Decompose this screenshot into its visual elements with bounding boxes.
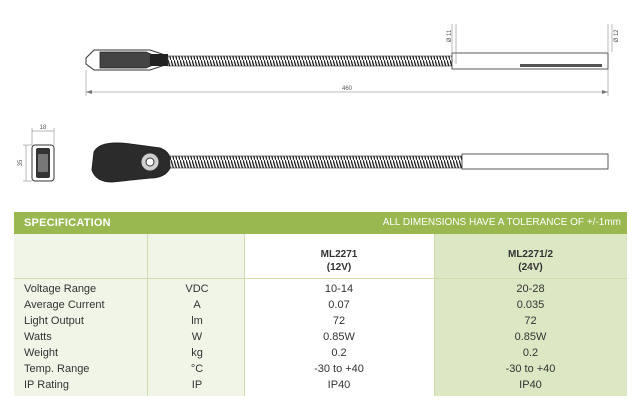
spec-header-bar [14,212,627,234]
dim-head-diameter: Ø 11 [447,29,453,43]
dim-head-height: 35 [18,159,24,167]
column-model: ML2271 [320,249,358,260]
row-label: IP Rating [24,379,70,391]
table-row [14,377,627,393]
table-row [14,297,627,313]
row-unit: IP [191,379,203,391]
gooseneck-top [168,56,452,66]
row-value-ml2271-2: 0.85W [514,331,547,343]
row-unit: VDC [185,283,209,295]
tolerance-note: ALL DIMENSIONS HAVE A TOLERANCE OF +/-1mm [382,217,621,228]
dim-tail-diameter: Ø 12 [614,29,620,43]
row-value-ml2271: IP40 [327,379,351,391]
table-row [14,345,627,361]
row-value-ml2271-2: 0.035 [516,299,545,311]
row-label: Weight [24,347,59,359]
row-unit: °C [190,363,204,375]
row-label: Voltage Range [24,283,97,295]
dim-head-width: 18 [39,125,47,131]
column-voltage: (12V) [326,262,352,273]
row-value-ml2271: 0.2 [331,347,347,359]
specification-table [14,212,627,396]
spec-title: SPECIFICATION [24,217,111,229]
gooseneck-side [170,156,462,168]
table-row [14,313,627,329]
row-value-ml2271-2: 72 [524,315,537,327]
row-label: Light Output [24,315,84,327]
table-row [14,361,627,377]
row-unit: A [193,299,201,311]
row-value-ml2271-2: -30 to +40 [505,363,556,375]
row-label: Temp. Range [24,363,90,375]
row-value-ml2271: -30 to +40 [314,363,364,375]
row-value-ml2271: 0.07 [328,299,350,311]
row-value-ml2271-2: 0.2 [522,347,539,359]
spec-grid [14,234,627,396]
row-label: Average Current [24,299,105,311]
top-view [86,24,620,96]
row-unit: kg [191,347,203,359]
tail-tube-side [462,154,608,169]
table-row [14,281,627,297]
side-view [18,125,608,182]
row-value-ml2271-2: IP40 [519,379,542,391]
column-header-ml2271 [244,248,434,274]
column-header-ml2271-2 [434,248,627,274]
row-label: Watts [24,331,52,343]
row-value-ml2271: 0.85W [323,331,355,343]
row-unit: W [191,331,203,343]
table-row [14,329,627,345]
row-value-ml2271-2: 20-28 [516,283,545,295]
row-value-ml2271: 72 [332,315,346,327]
column-voltage: (24V) [518,262,543,273]
column-model: ML2271/2 [507,249,554,260]
dim-overall-length: 460 [341,86,353,92]
row-value-ml2271: 10-14 [324,283,354,295]
row-unit: lm [191,315,203,327]
